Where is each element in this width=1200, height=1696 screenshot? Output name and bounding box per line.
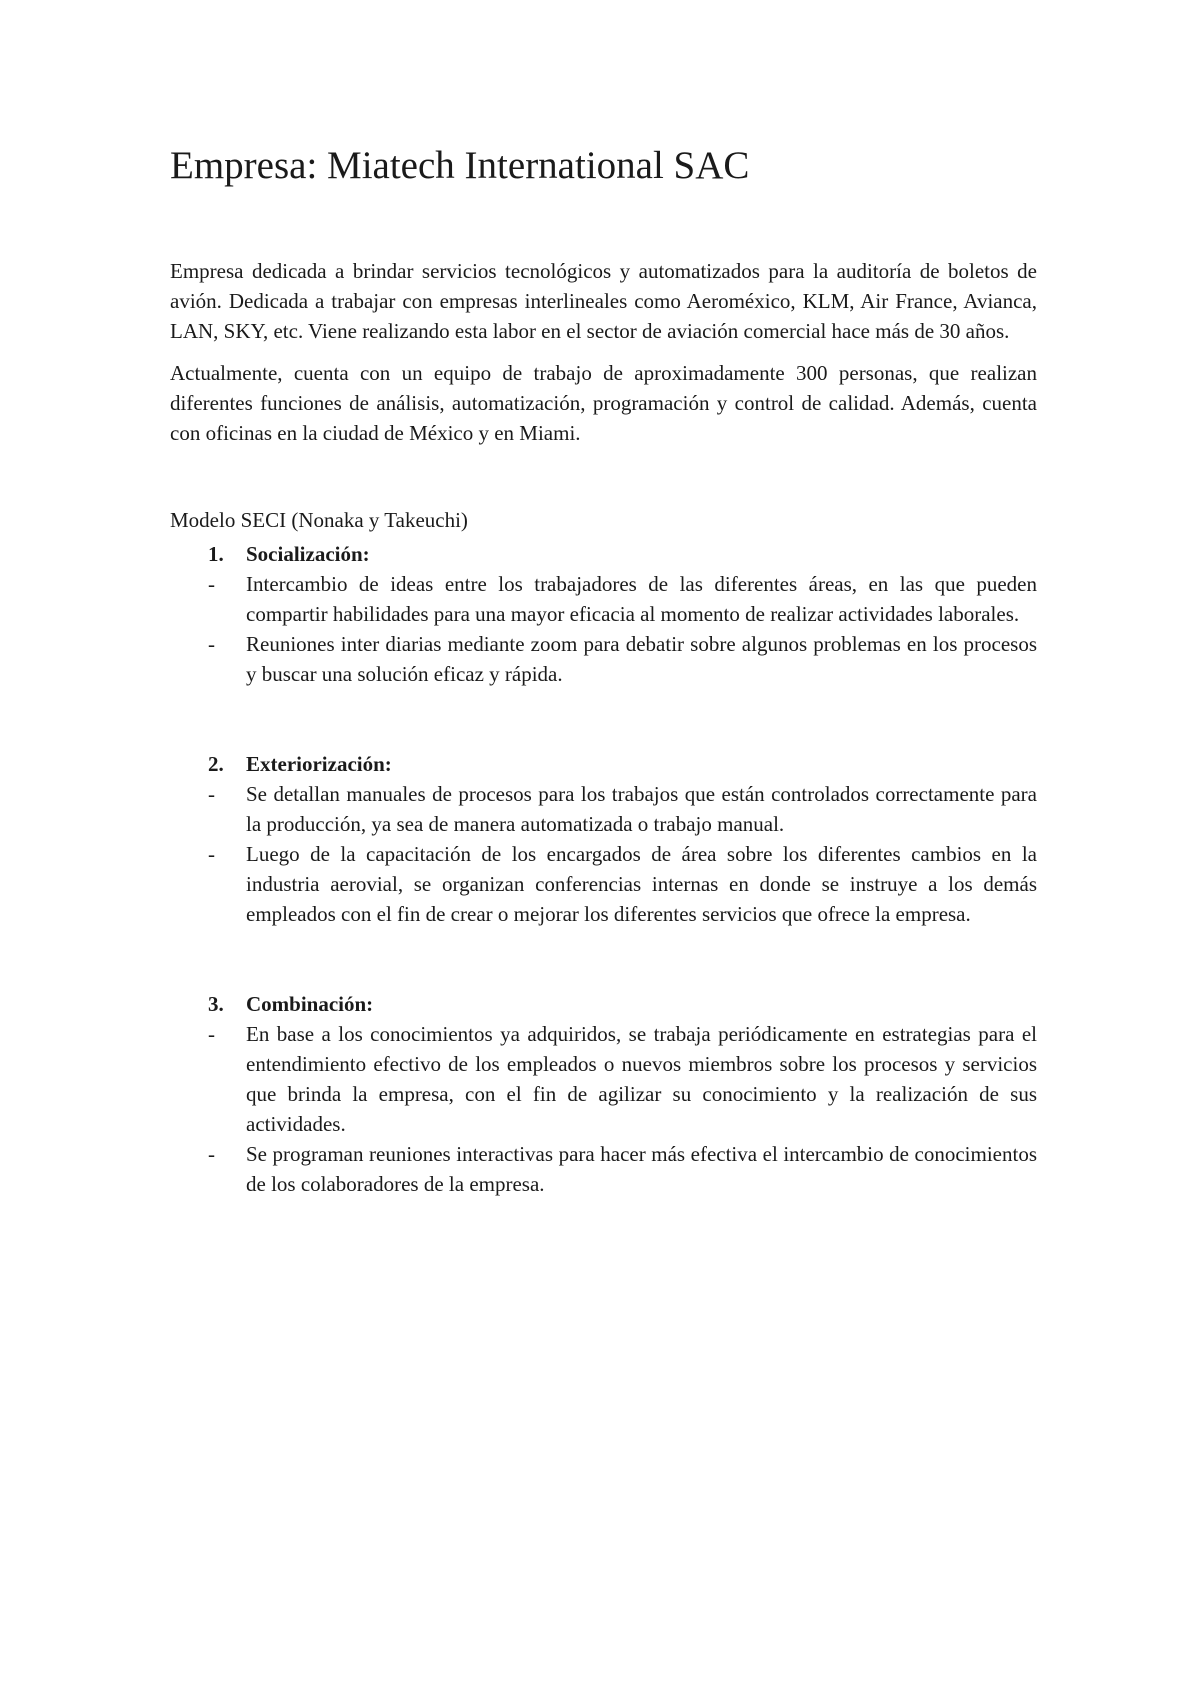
document-page [170,140,1037,1199]
bullet-text: Luego de la capacitación de los encargados de área sobre los diferentes cambios en la industria aerovial, se organizan conferencias internas en donde se instruye a los demás empleados con el fin de crear o mejorar los diferentes servicios que ofrece la empresa. [246,842,1037,926]
section-heading [170,749,1037,779]
bullet-text: Intercambio de ideas entre los trabajadores de las diferentes áreas, en las que pueden compartir habilidades para una mayor eficacia al momento de realizar actividades laborales. [246,572,1037,626]
list-item [170,1019,1037,1139]
section-heading [170,539,1037,569]
list-item [170,839,1037,929]
section-title: Exteriorización: [246,752,392,776]
bullet-text: En base a los conocimientos ya adquiridos, se trabaja periódicamente en estrategias para el entendimiento efectivo de los empleados o nuevos miembros sobre los procesos y servicios que brinda la empresa, con el fin de agilizar su conocimiento y la realización de sus actividades. [246,1022,1037,1136]
section-number: 3. [208,992,224,1016]
bullet-marker: - [208,572,215,596]
document-title: Empresa: Miatech International SAC [170,144,750,187]
bullet-marker: - [208,632,215,656]
list-item [170,629,1037,689]
list-item [170,1139,1037,1199]
bullet-marker: - [208,782,215,806]
section-title: Socialización: [246,542,370,566]
section-socializacion [170,539,1037,689]
bullet-list [170,779,1037,929]
bullet-list [170,1019,1037,1199]
section-heading [170,989,1037,1019]
section-number: 1. [208,542,224,566]
section-title: Combinación: [246,992,374,1016]
staff-paragraph: Actualmente, cuenta con un equipo de trabajo de aproximadamente 300 personas, que realizan diferentes funciones de análisis, automatización, programación y control de calidad. Además, cuenta con oficinas en la ciudad de México y en Miami. [170,361,1037,445]
bullet-marker: - [208,1142,215,1166]
section-combinacion [170,989,1037,1199]
bullet-text: Se programan reuniones interactivas para hacer más efectiva el intercambio de conocimientos de los colaboradores de la empresa. [246,1142,1037,1196]
bullet-text: Reuniones inter diarias mediante zoom para debatir sobre algunos problemas en los procesos y buscar una solución eficaz y rápida. [246,632,1037,686]
list-item [170,569,1037,629]
bullet-marker: - [208,842,215,866]
bullet-list [170,569,1037,689]
bullet-marker: - [208,1022,215,1046]
list-item [170,779,1037,839]
bullet-text: Se detallan manuales de procesos para los trabajos que están controlados correctamente para la producción, ya sea de manera automatizada o trabajo manual. [246,782,1037,836]
section-exteriorizacion [170,749,1037,929]
intro-paragraph: Empresa dedicada a brindar servicios tecnológicos y automatizados para la auditoría de boletos de avión. Dedicada a trabajar con empresas interlineales como Aeroméxico, KLM, Air France, Avianca, LAN, SKY, etc. Viene realizando esta labor en el sector de aviación comercial hace más de 30 años. [170,259,1037,343]
section-number: 2. [208,752,224,776]
model-title: Modelo SECI (Nonaka y Takeuchi) [170,508,468,532]
